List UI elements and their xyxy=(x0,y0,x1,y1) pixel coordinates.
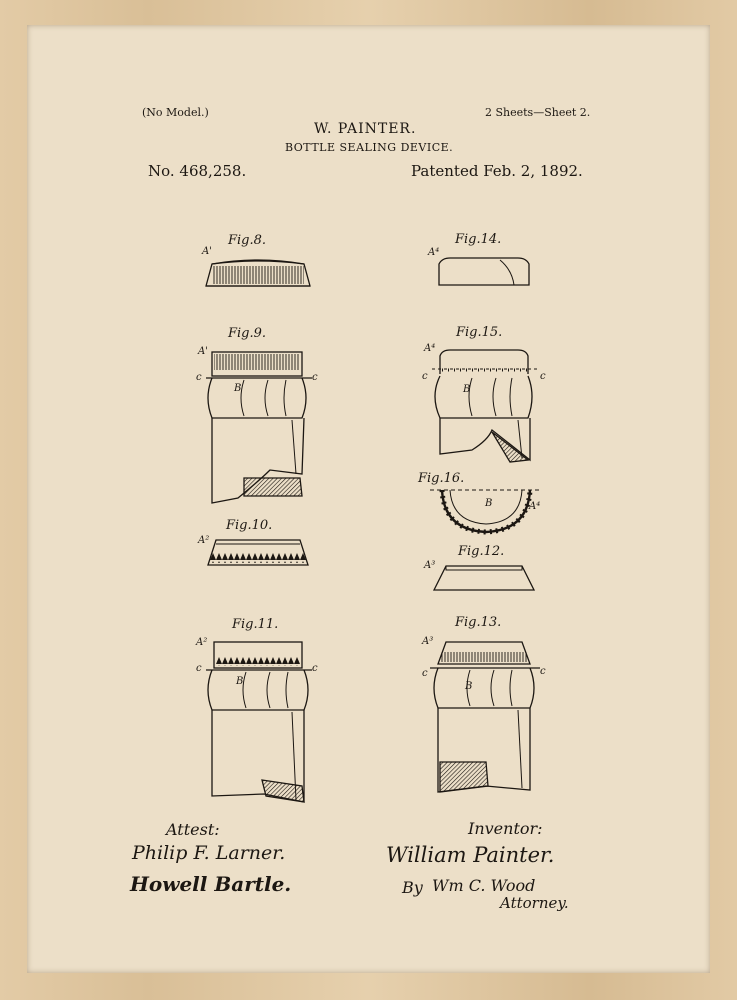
witness-signature-2: Howell Bartle. xyxy=(130,872,292,896)
fig11-bottle-drawing xyxy=(206,642,312,802)
label-b-fig15: B xyxy=(463,384,471,395)
label-a2-fig10: A² xyxy=(198,535,210,546)
label-a1-fig9: A' xyxy=(198,346,208,357)
label-c-fig15-left: c xyxy=(422,371,428,382)
fig13-bottle-drawing xyxy=(430,642,540,792)
label-c-fig13-right: c xyxy=(540,666,546,677)
label-a3-fig12: A³ xyxy=(424,560,436,571)
fig8-caption: Fig.8. xyxy=(228,233,267,248)
label-c-fig11-right: c xyxy=(312,663,318,674)
sheet-count: 2 Sheets—Sheet 2. xyxy=(485,106,591,119)
fig11-caption: Fig.11. xyxy=(232,617,279,632)
no-model-note: (No Model.) xyxy=(142,106,209,119)
fig15-bottle-drawing xyxy=(432,350,540,462)
fig14-caption: Fig.14. xyxy=(455,232,502,247)
label-b-fig16: B xyxy=(485,498,493,509)
fig13-caption: Fig.13. xyxy=(455,615,502,630)
fig12-caption: Fig.12. xyxy=(458,544,505,559)
label-c-fig15-right: c xyxy=(540,371,546,382)
label-b-fig11: B xyxy=(236,676,244,687)
witness-signature-1: Philip F. Larner. xyxy=(132,842,286,864)
label-a4-fig15: A⁴ xyxy=(424,343,436,354)
by-word: By xyxy=(402,878,423,897)
attorney-signature: Wm C. Wood xyxy=(432,876,536,895)
fig16-caption: Fig.16. xyxy=(418,471,465,486)
label-a4-fig16: A⁴ xyxy=(529,501,541,512)
patent-date: Patented Feb. 2, 1892. xyxy=(411,162,583,180)
label-a2-fig11: A² xyxy=(196,637,208,648)
inventor-signature: William Painter. xyxy=(386,843,555,867)
attorney-label: Attorney. xyxy=(500,894,569,912)
attest-heading: Attest: xyxy=(166,820,220,839)
label-c-fig13-left: c xyxy=(422,668,428,679)
fig10-caption: Fig.10. xyxy=(226,518,273,533)
label-a3-fig13: A³ xyxy=(422,636,434,647)
fig8-cap-drawing xyxy=(206,260,310,286)
fig16-section-drawing xyxy=(430,490,542,532)
fig15-caption: Fig.15. xyxy=(456,325,503,340)
label-c-fig11-left: c xyxy=(196,663,202,674)
fig10-cap-drawing xyxy=(208,540,308,565)
label-b-fig9: B xyxy=(234,383,242,394)
fig9-bottle-drawing xyxy=(206,352,312,503)
label-b-fig13: B xyxy=(465,681,473,692)
fig9-caption: Fig.9. xyxy=(228,326,267,341)
fig12-cap-drawing xyxy=(434,566,534,590)
label-a1-fig8: A' xyxy=(202,246,212,257)
fig14-cap-drawing xyxy=(439,258,529,285)
patent-title: BOTTLE SEALING DEVICE. xyxy=(285,141,454,154)
inventor-heading: Inventor: xyxy=(468,819,543,838)
inventor-name: W. PAINTER. xyxy=(314,121,417,137)
label-c-fig9-left: c xyxy=(196,372,202,383)
label-c-fig9-right: c xyxy=(312,372,318,383)
label-a4-fig14: A⁴ xyxy=(428,247,440,258)
patent-number: No. 468,258. xyxy=(148,162,247,180)
